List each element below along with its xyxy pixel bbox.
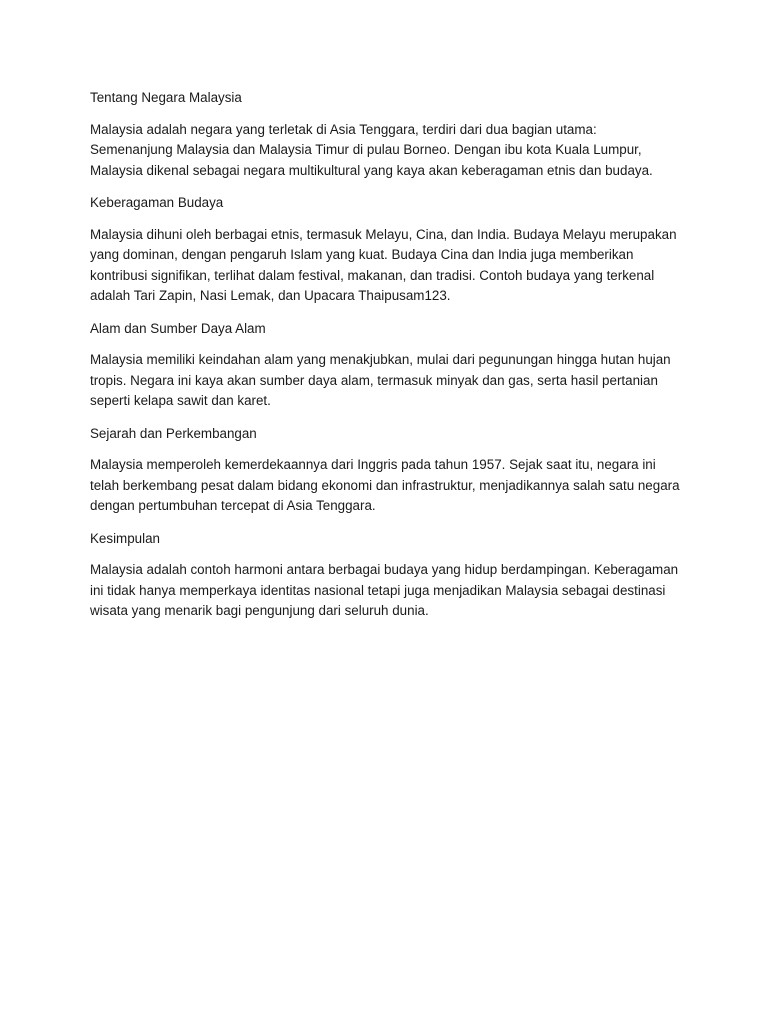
document-title: Tentang Negara Malaysia xyxy=(90,90,242,105)
section-body-kesimpulan: Malaysia adalah contoh harmoni antara berbagai budaya yang hidup berdampingan. Keberagaman ini tidak hanya memperkaya identitas nasional tetapi juga menjadikan Malaysia sebagai destinasi wisata yang menarik bagi pengunjung dari seluruh dunia. xyxy=(90,562,679,618)
section-heading-budaya: Keberagaman Budaya xyxy=(90,195,224,210)
section-body-alam: Malaysia memiliki keindahan alam yang menakjubkan, mulai dari pegunungan hingga hutan hujan tropis. Negara ini kaya akan sumber daya alam, termasuk minyak dan gas, serta hasil pertanian seperti kelapa sawit dan karet. xyxy=(90,352,671,408)
section-body-budaya: Malaysia dihuni oleh berbagai etnis, termasuk Melayu, Cina, dan India. Budaya Melayu merupakan yang dominan, dengan pengaruh Islam yang kuat. Budaya Cina dan India juga memberikan kontribusi signifikan, terlihat dalam festival, makanan, dan tradisi. Contoh budaya yang terkenal adalah Tari Zapin, Nasi Lemak, dan Upacara Thaipusam123. xyxy=(90,226,677,303)
section-heading-alam: Alam dan Sumber Daya Alam xyxy=(90,320,266,336)
section-body-sejarah: Malaysia memperoleh kemerdekaannya dari Inggris pada tahun 1957. Sejak saat itu, negara ini telah berkembang pesat dalam bidang ekonomi dan infrastruktur, menjadikannya salah satu negara dengan pertumbuhan tercepat di Asia Tenggara. xyxy=(90,457,680,513)
document-content xyxy=(90,88,680,634)
section-heading-kesimpulan: Kesimpulan xyxy=(90,530,160,546)
section-heading-sejarah: Sejarah dan Perkembangan xyxy=(90,425,257,441)
intro-paragraph: Malaysia adalah negara yang terletak di Asia Tenggara, terdiri dari dua bagian utama: Semenanjung Malaysia dan Malaysia Timur di pulau Borneo. Dengan ibu kota Kuala Lumpur, Malaysia dikenal sebagai negara multikultural yang kaya akan keberagaman etnis dan budaya. xyxy=(90,121,653,178)
